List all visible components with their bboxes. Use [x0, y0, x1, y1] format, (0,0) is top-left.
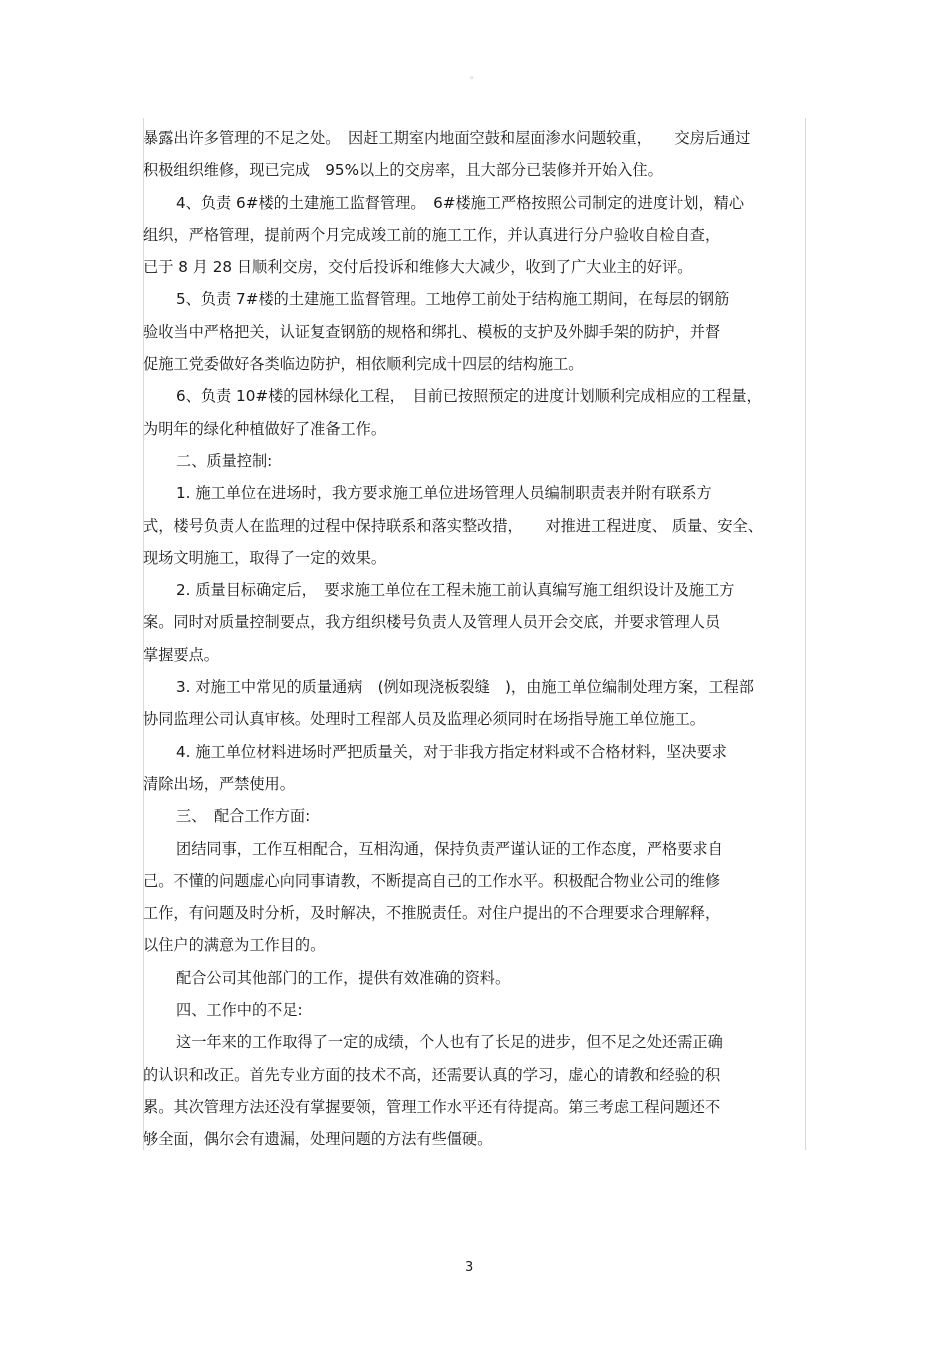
text-line: 4. 施工单位材料进场时严把质量关，对于非我方指定材料或不合格材料，坚决要求 [176, 742, 727, 761]
text-line: 暴露出许多管理的不足之处。 因赶工期室内地面空鼓和屋面渗水问题较重， 交房后通过 [143, 129, 751, 147]
text-line: 以住户的满意为工作目的。 [143, 936, 326, 955]
text-line: 5、负责 7#楼的土建施工监督管理。工地停工前处于结构施工期间，在每层的钢筋 [176, 290, 730, 309]
text-line: 掌握要点。 [143, 645, 219, 664]
text-line: 组织，严格管理，提前两个月完成竣工前的施工工作，并认真进行分户验收自检自查， [143, 225, 721, 244]
section-heading: 三、 配合工作方面: [176, 807, 311, 826]
text-line: 配合公司其他部门的工作，提供有效准确的资料。 [176, 968, 511, 987]
text-line: 案。同时对质量控制要点，我方组织楼号负责人及管理人员开会交底，并要求管理人员 [143, 613, 721, 632]
text-line: 积极组织维修，现已完成 95%以上的交房率，且大部分已装修并开始入住。 [143, 161, 663, 180]
page-number: 3 [465, 1260, 474, 1275]
section-heading: 四、工作中的不足: [176, 1001, 303, 1020]
text-line: 为明年的绿化种植做好了准备工作。 [143, 419, 386, 438]
text-line: 累。其次管理方法还没有掌握要领，管理工作水平还有待提高。第三考虑工程问题还不 [143, 1097, 721, 1116]
text-line: 4、负责 6#楼的土建施工监督管理。 6#楼施工严格按照公司制定的进度计划，精心 [176, 193, 745, 212]
text-line: 6、负责 10#楼的园林绿化工程， 目前已按照预定的进度计划顺利完成相应的工程量， [176, 387, 762, 406]
document-body [143, 122, 807, 1156]
text-line: 清除出场，严禁使用。 [143, 774, 295, 793]
text-line: 已于 8 月 28 日顺利交房，交付后投诉和维修大大减少，收到了广大业主的好评。 [143, 258, 693, 277]
section-heading: 二、质量控制: [176, 451, 273, 470]
text-line: 2. 质量目标确定后， 要求施工单位在工程未施工前认真编写施工组织设计及施工方 [176, 581, 735, 600]
text-line: 工作，有问题及时分析，及时解决，不推脱责任。对住户提出的不合理要求合理解释， [143, 904, 721, 923]
text-line: 这一年来的工作取得了一定的成绩，个人也有了长足的进步，但不足之处还需正确 [176, 1033, 723, 1052]
text-line: 1. 施工单位在进场时，我方要求施工单位进场管理人员编制职责表并附有联系方 [176, 484, 712, 503]
text-line: 团结同事，工作互相配合，互相沟通，保持负责严谨认证的工作态度，严格要求自 [176, 839, 723, 858]
text-line: 的认识和改正。首先专业方面的技术不高，还需要认真的学习，虚心的请教和经验的积 [143, 1065, 721, 1084]
text-line: 验收当中严格把关，认证复查钢筋的规格和绑扎、模板的支护及外脚手架的防护，并督 [143, 322, 721, 341]
text-line: 己。不懂的问题虚心向同事请教，不断提高自己的工作水平。积极配合物业公司的维修 [143, 871, 721, 890]
header-mark: 。 [470, 71, 480, 81]
text-line: 现场文明施工，取得了一定的效果。 [143, 548, 386, 567]
text-line: 式，楼号负责人在监理的过程中保持联系和落实整改措， 对推进工程进度、 质量、安全、 [143, 516, 763, 535]
text-line: 够全面，偶尔会有遗漏，处理问题的方法有些僵硬。 [143, 1130, 493, 1149]
text-line: 促施工党委做好各类临边防护，相依顺利完成十四层的结构施工。 [143, 355, 584, 374]
text-line: 3. 对施工中常见的质量通病 (例如现浇板裂缝 )，由施工单位编制处理方案，工程部 [176, 678, 754, 697]
text-line: 协同监理公司认真审核。处理时工程部人员及监理必须同时在场指导施工单位施工。 [143, 710, 705, 729]
